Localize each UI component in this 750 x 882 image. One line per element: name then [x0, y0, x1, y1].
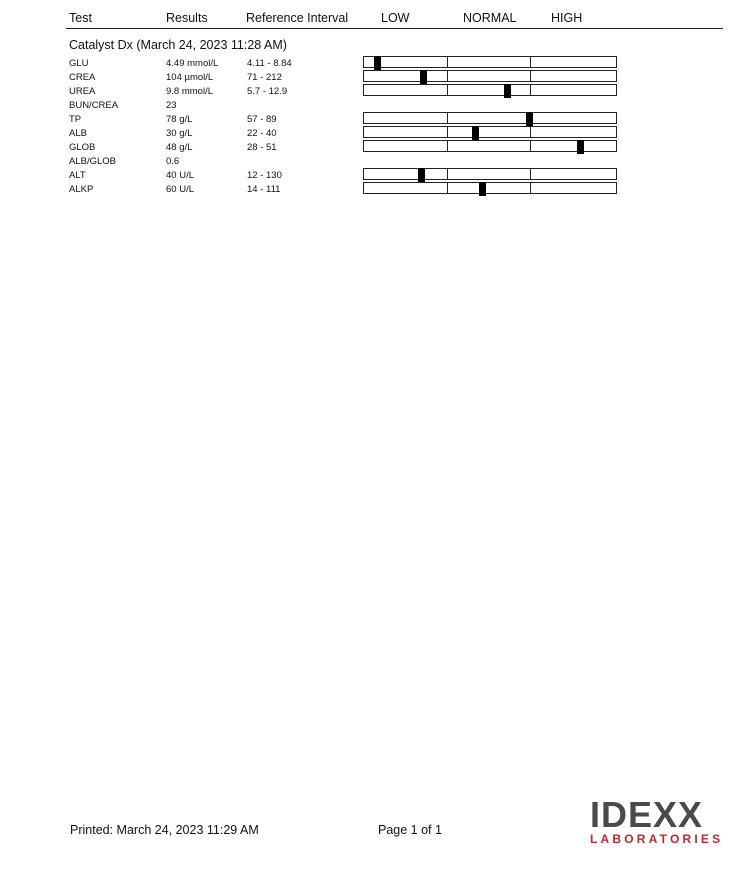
logo-brand	[590, 794, 730, 835]
result-marker	[374, 56, 381, 70]
test-reference: 5.7 - 12.9	[247, 86, 288, 97]
logo-brand-rest: DEXX	[601, 794, 704, 835]
result-marker	[418, 168, 425, 182]
test-result: 40 U/L	[166, 170, 194, 181]
col-header-results: Results	[166, 11, 208, 25]
range-divider-low	[447, 127, 448, 137]
range-divider-low	[447, 169, 448, 179]
test-name: GLOB	[69, 142, 96, 153]
test-result: 0.6	[166, 156, 180, 167]
range-bar	[363, 84, 617, 96]
test-name: TP	[69, 114, 82, 125]
test-reference: 28 - 51	[247, 142, 277, 153]
test-reference: 4.11 - 8.84	[247, 58, 292, 69]
test-name: BUN/CREA	[69, 100, 119, 111]
test-result: 9.8 mmol/L	[166, 86, 213, 97]
test-result: 104 µmol/L	[166, 72, 214, 83]
result-marker	[504, 84, 511, 98]
result-marker	[479, 182, 486, 196]
range-divider-high	[530, 183, 531, 193]
range-divider-low	[447, 183, 448, 193]
test-name: ALB/GLOB	[69, 156, 116, 167]
test-name: CREA	[69, 72, 96, 83]
range-bar	[363, 182, 617, 194]
range-divider-high	[530, 169, 531, 179]
range-divider-low	[447, 113, 448, 123]
col-header-test: Test	[69, 11, 92, 25]
test-name: GLU	[69, 58, 89, 69]
logo-subtitle: LABORATORIES	[590, 832, 724, 846]
test-result: 48 g/L	[166, 142, 193, 153]
range-divider-high	[530, 71, 531, 81]
test-reference: 14 - 111	[247, 184, 281, 195]
range-bar	[363, 140, 617, 152]
test-reference: 57 - 89	[247, 114, 277, 125]
result-marker	[577, 140, 584, 154]
col-header-reference-interval: Reference Interval	[246, 11, 349, 25]
test-result: 23	[166, 100, 177, 111]
range-bar	[363, 70, 617, 82]
range-divider-high	[530, 57, 531, 67]
test-result: 60 U/L	[166, 184, 194, 195]
test-name: ALT	[69, 170, 86, 181]
test-name: ALKP	[69, 184, 94, 195]
section-title: Catalyst Dx (March 24, 2023 11:28 AM)	[69, 38, 287, 52]
range-bar	[363, 168, 617, 180]
range-divider-high	[530, 127, 531, 137]
range-divider-low	[447, 57, 448, 67]
range-bar	[363, 112, 617, 124]
result-marker	[472, 126, 479, 140]
range-divider-low	[447, 141, 448, 151]
test-result: 4.49 mmol/L	[166, 58, 219, 69]
range-divider-high	[530, 85, 531, 95]
range-divider-low	[447, 71, 448, 81]
range-divider-high	[530, 141, 531, 151]
range-bar	[363, 126, 617, 138]
test-reference: 12 - 130	[247, 170, 282, 181]
test-result: 78 g/L	[166, 114, 193, 125]
test-reference: 22 - 40	[247, 128, 277, 139]
idexx-logo	[590, 794, 730, 846]
result-marker	[526, 112, 533, 126]
test-name: UREA	[69, 86, 96, 97]
test-reference: 71 - 212	[247, 72, 282, 83]
test-name: ALB	[69, 128, 87, 139]
result-marker	[420, 70, 427, 84]
col-header-high: HIGH	[551, 11, 583, 25]
col-header-normal: NORMAL	[463, 11, 517, 25]
header-divider	[66, 28, 723, 29]
page-number: Page 1 of 1	[378, 823, 442, 837]
range-divider-low	[447, 85, 448, 95]
range-bar	[363, 56, 617, 68]
printed-timestamp: Printed: March 24, 2023 11:29 AM	[70, 823, 259, 837]
logo-brand-first-letter: I	[590, 794, 602, 835]
test-result: 30 g/L	[166, 128, 193, 139]
col-header-low: LOW	[381, 11, 410, 25]
